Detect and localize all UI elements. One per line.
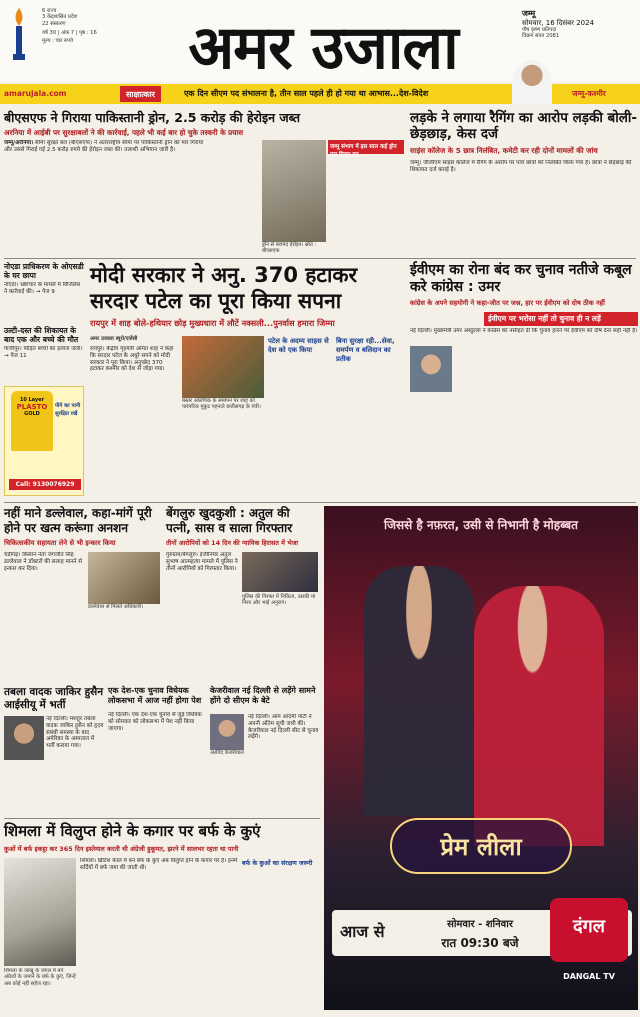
teaser-text[interactable]: एक दिन सीएम पद संभालना है, तीन साल पहले ही हो गया था आभास...देश-विदेश: [184, 89, 429, 98]
dangal-ad[interactable]: [324, 506, 638, 1010]
dangal-logo: दंगल: [550, 898, 628, 962]
dallewal-body: चंडीगढ़। किसान नेता जगजीत सिंह डल्लेवाल ने डॉक्टरों की सलाह मानने से इन्कार कर दिया।: [4, 552, 83, 572]
edition-city: जम्मू: [522, 9, 536, 18]
ragging-body: जम्मू। जीजीएम साइंस कॉलेज में रैगिंग के आरोप पर पांच छात्रों को निलंबित किया गया है। छात्रा ने छेड़छाड़ की शिकायत दर्ज कराई है।: [410, 160, 632, 173]
dallewal-subhead: चिकित्सकीय सहायता लेने से भी इन्कार किया: [4, 539, 116, 547]
modi-subhead: रायपुर में शाह बोले-हथियार छोड़ मुख्यधारा में लौटें नक्सली...पुनर्वास हमारा जिम्मा: [90, 318, 335, 328]
dangal-tagline: जिससे है नफ़रत, उसी से निभानी है मोहब्बत: [383, 518, 578, 532]
shimla-photo-caption: शिमला के जाखू के जंगल में बने अंग्रेजों के जमाने के बर्फ के कुएं, जिन्हें अब कोई नहीं सहेज रहा।: [4, 968, 76, 987]
actress-figure: [474, 586, 604, 846]
drone-photo: [262, 140, 326, 242]
bengaluru-body: गुरुग्राम/बेंगलुरु। इंजीनियर अतुल सुभाष आत्महत्या मामले में पुलिस ने तीनों आरोपियों को गिरफ्तार किया।: [166, 552, 238, 572]
drone-photo-caption: ड्रोन से बरामद हेरोइन। स्रोत : बीएसएफ: [262, 242, 317, 255]
plasto-slogan: पीने का पानी सुरक्षित रखें: [55, 403, 81, 417]
kejriwal-headline[interactable]: केजरीवाल नई दिल्ली से लड़ेंगे सामने होंगे दो सीएम के बेटे: [210, 686, 316, 705]
evm-body: नई दिल्ली। मुख्यमंत्री उमर अब्दुल्ला ने कांग्रेस को नसीहत दी कि चुनाव हारने पर ईवीएम को दोष देना सही नहीं है।: [410, 328, 638, 334]
shimla-headline[interactable]: शिमला में विलुप्त होने के कगार पर बर्फ के कुएं: [4, 822, 261, 840]
dangal-days: सोमवार - शनिवार: [447, 919, 513, 930]
omar-photo: [410, 346, 452, 392]
shimla-box-head: बर्फ के कुओं का संरक्षण जरूरी: [242, 860, 313, 867]
plasto-ad[interactable]: [4, 386, 84, 496]
shimla-body: शिमला। ब्रिटिश काल में बने बर्फ के कुएं अब विलुप्त होने के कगार पर हैं। इनमें सर्दियों में बर्फ जमा की जाती थी।: [80, 858, 238, 871]
bengaluru-photo-caption: पुलिस की गिरफ्त में निकिता, उसकी मां निशा और भाई अनुराग।: [242, 594, 316, 607]
dangal-show-title: प्रेम लीला: [390, 818, 572, 874]
zakir-headline[interactable]: तबला वादक जाकिर हुसैन आईसीयू में भर्ती: [4, 686, 104, 711]
noida-headline[interactable]: नोएडा प्राधिकरण के ओएसडी के घर छापा: [4, 262, 84, 280]
drone-dateline: जम्मू/अरनिया।: [4, 140, 34, 146]
issue-date: सोमवार, 16 दिसंबर 2024: [522, 18, 595, 27]
person-photo: [512, 60, 552, 104]
modi-photo: [182, 336, 264, 398]
bengaluru-headline[interactable]: बेंगलुरु खुदकुशी : अतुल की पत्नी, सास व साला गिरफ्तार: [166, 506, 293, 535]
website-link[interactable]: amarujala.com: [4, 89, 67, 98]
masthead-line-3: 22 संस्करण: [42, 20, 66, 27]
shimla-subhead: कुओं में बर्फ इकट्ठा कर 365 दिन इस्तेमाल करती थी अंग्रेजी हुकूमत, झरने में सालभर रहता था पानी: [4, 845, 239, 853]
bengaluru-subhead: तीनों आरोपियों को 14 दिन की न्यायिक हिरासत में भेजा: [166, 539, 299, 547]
ragging-subhead: साइंस कॉलेज के 5 छात्र निलंबित, कमेटी कर रही दोनों मामलों की जांच: [410, 146, 598, 155]
kejriwal-body: नई दिल्ली। आम आदमी पार्टी ने अपनी अंतिम सूची जारी की। केजरीवाल नई दिल्ली सीट से चुनाव लड़ेंगे।: [248, 714, 319, 741]
evm-headline[interactable]: ईवीएम का रोना बंद कर चुनाव नतीजे कबूल करे कांग्रेस : उमर: [410, 262, 632, 295]
zakir-photo: [4, 716, 44, 760]
dallewal-headline[interactable]: नहीं माने डल्लेवाल, कहा-मांगें पूरी होने पर खत्म करूंगा अनशन: [4, 506, 152, 535]
masthead-line-1: 6 राज्य: [42, 8, 57, 14]
interview-tag: साक्षात्कार: [120, 86, 161, 102]
region-label[interactable]: जम्मू-कश्मीर: [572, 89, 606, 98]
ragging-headline[interactable]: लड़के ने लगाया रैगिंग का आरोप लड़की बोली-छेड़छाड़, केस दर्ज: [410, 110, 637, 142]
modi-box-head: पटेल के अदम्य साहस से देश को एक किया: [268, 337, 329, 354]
modi-box-head2: बिना सुरक्षा रही...सेवा, समर्पण व बलिदान का प्रतीक: [336, 337, 395, 363]
modi-headline[interactable]: मोदी सरकार ने अनु. 370 हटाकर सरदार पटेल का पूरा किया सपना: [90, 263, 358, 313]
evm-bar: ईवीएम पर भरोसा नहीं तो चुनाव ही न लड़ें: [484, 312, 638, 326]
dangal-channel: DANGAL TV: [563, 972, 615, 981]
evm-subhead: कांग्रेस के अपने सहयोगी ने कहा-जीत पर जश्न, हार पर ईवीएम को दोष ठीक नहीं: [410, 299, 605, 307]
vomit-body: गाजीपुर। पीड़ित बच्चों का इलाज जारी। → पेज 11: [4, 346, 83, 359]
kejriwal-photo-caption: अरविंद केजरीवाल: [210, 750, 244, 756]
masthead-line-2: 3 केंद्रशासित प्रदेश: [42, 14, 78, 21]
onenation-body: नई दिल्ली। एक देश-एक चुनाव से जुड़े विधेयक को सोमवार को लोकसभा में पेश नहीं किया जाएगा।: [108, 712, 202, 732]
bengaluru-photo: [242, 552, 318, 592]
zakir-body: नई दिल्ली। मशहूर तबला वादक जाकिर हुसैन को हृदय संबंधी समस्या के बाद अमेरिका के अस्पताल में भर्ती कराया गया।: [46, 716, 104, 750]
kejriwal-photo: [210, 714, 244, 750]
hindu-month: पौष कृष्ण प्रतिपदा: [522, 27, 557, 33]
brand-name: अमर उजाला: [188, 13, 458, 83]
noida-body: नोएडा। भ्रष्टाचार के मामले में विजिलेंस ने कार्रवाई की। → पेज 9: [4, 282, 81, 295]
actor-figure: [364, 566, 474, 816]
drone-subhead: अरनिया में आईबी पर सुरक्षाबलों ने की कार्रवाई, पहले भी कई बार हो चुके तस्करी के प्रयास: [4, 128, 244, 137]
plasto-phone: Call: 9130076929: [9, 479, 81, 490]
dangal-launch: आज से: [340, 922, 385, 941]
dallewal-photo-caption: डल्लेवाल से मिलते अधिकारी।: [88, 604, 144, 610]
onenation-headline[interactable]: एक देश-एक चुनाव विधेयक लोकसभा में आज नहीं होगा पेश: [108, 686, 202, 705]
dallewal-photo: [88, 552, 160, 604]
plasto-tag: GOLD: [24, 411, 40, 417]
plasto-badge: 10 Layer: [19, 397, 45, 403]
modi-byline: अमर उजाला ब्यूरो/एजेंसी: [90, 336, 138, 342]
drone-body: सीमा सुरक्षा बल (बीएसएफ) ने अंतरराष्ट्रीय सीमा पर पाकिस्तानी ड्रोन को मार गिराया और उससे गिराई गई 2.5 करोड़ रुपये की हेरोइन जब्त की। तलाशी अभियान जारी है।: [4, 140, 204, 153]
shimla-photo: [4, 858, 76, 966]
vomit-headline[interactable]: उल्टी-दस्त की शिकायत के बाद एक और बच्चे की मौत: [4, 326, 79, 344]
samvat: विक्रम संवत 2081: [522, 33, 560, 40]
issue-line: वर्ष 30 | अंक 7 | पृष्ठ : 16: [42, 30, 97, 36]
modi-body: रायपुर। केंद्रीय गृहमंत्री अमित शाह ने कहा कि सरदार पटेल के अधूरे सपने को मोदी सरकार ने पूरा किया। अनुच्छेद 370 हटाकर कश्मीर को देश से जोड़ा गया।: [90, 346, 174, 373]
modi-photo-caption: बस्तर ओलंपिक के समापन पर शाह को पारंपरिक मुकुट पहनाते छत्तीसगढ़ के मंत्री।: [182, 398, 261, 411]
price: मूल्य : चार रुपये: [42, 38, 73, 44]
dangal-time: रात 09:30 बजे: [441, 936, 519, 950]
drone-headline[interactable]: बीएसएफ ने गिराया पाकिस्तानी ड्रोन, 2.5 करोड़ की हेरोइन जब्त: [4, 110, 301, 125]
plasto-brand: PLASTO: [16, 403, 48, 411]
top-teaser-bar: [0, 84, 640, 104]
drone-info-head: जम्मू संभाग में इस साल कई ड्रोन मार गिराए गए: [328, 140, 404, 154]
torch-logo-icon: [8, 6, 30, 66]
